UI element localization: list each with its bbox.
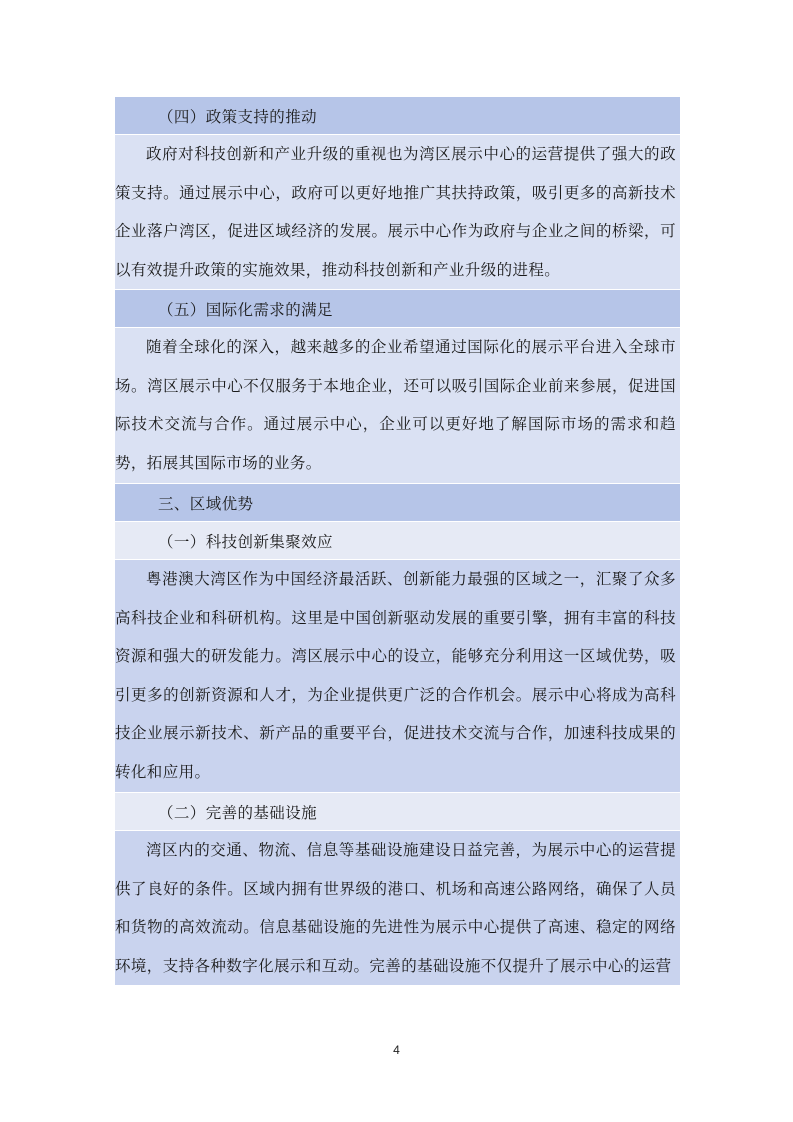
section-heading-international-demand: （五）国际化需求的满足 — [115, 290, 680, 328]
document-table — [115, 97, 680, 986]
section-heading-infrastructure: （二）完善的基础设施 — [115, 793, 680, 831]
paragraph: 政府对科技创新和产业升级的重视也为湾区展示中心的运营提供了强大的政策支持。通过展示中心，政府可以更好地推广其扶持政策，吸引更多的高新技术企业落户湾区，促进区域经济的发展。展示中心作为政府与企业之间的桥梁，可以有效提升政策的实施效果，推动科技创新和产业升级的进程。 — [115, 145, 676, 279]
paragraph: 湾区内的交通、物流、信息等基础设施建设日益完善，为展示中心的运营提供了良好的条件。区域内拥有世界级的港口、机场和高速公路网络，确保了人员和货物的高效流动。信息基础设施的先进性为展示中心提供了高速、稳定的网络环境，支持各种数字化展示和互动。完善的基础设施不仅提升了展示中心的运营 — [115, 841, 676, 975]
page-number: 4 — [393, 1043, 400, 1057]
section-body-innovation-cluster — [115, 560, 680, 793]
paragraph: 粤港澳大湾区作为中国经济最活跃、创新能力最强的区域之一，汇聚了众多高科技企业和科研机构。这里是中国创新驱动发展的重要引擎，拥有丰富的科技资源和强大的研发能力。湾区展示中心的设立，能够充分利用这一区域优势，吸引更多的创新资源和人才，为企业提供更广泛的合作机会。展示中心将成为高科技企业展示新技术、新产品的重要平台，促进技术交流与合作，加速科技成果的转化和应用。 — [115, 570, 676, 781]
section-body-infrastructure — [115, 831, 680, 986]
paragraph: 随着全球化的深入，越来越多的企业希望通过国际化的展示平台进入全球市场。湾区展示中心不仅服务于本地企业，还可以吸引国际企业前来参展，促进国际技术交流与合作。通过展示中心，企业可以更好地了解国际市场的需求和趋势，拓展其国际市场的业务。 — [115, 338, 676, 472]
section-heading-innovation-cluster: （一）科技创新集聚效应 — [115, 522, 680, 560]
chapter-heading-regional-advantage: 三、区域优势 — [115, 484, 680, 522]
section-heading-policy-support: （四）政策支持的推动 — [115, 97, 680, 135]
section-body-international-demand — [115, 328, 680, 484]
section-body-policy-support — [115, 135, 680, 290]
